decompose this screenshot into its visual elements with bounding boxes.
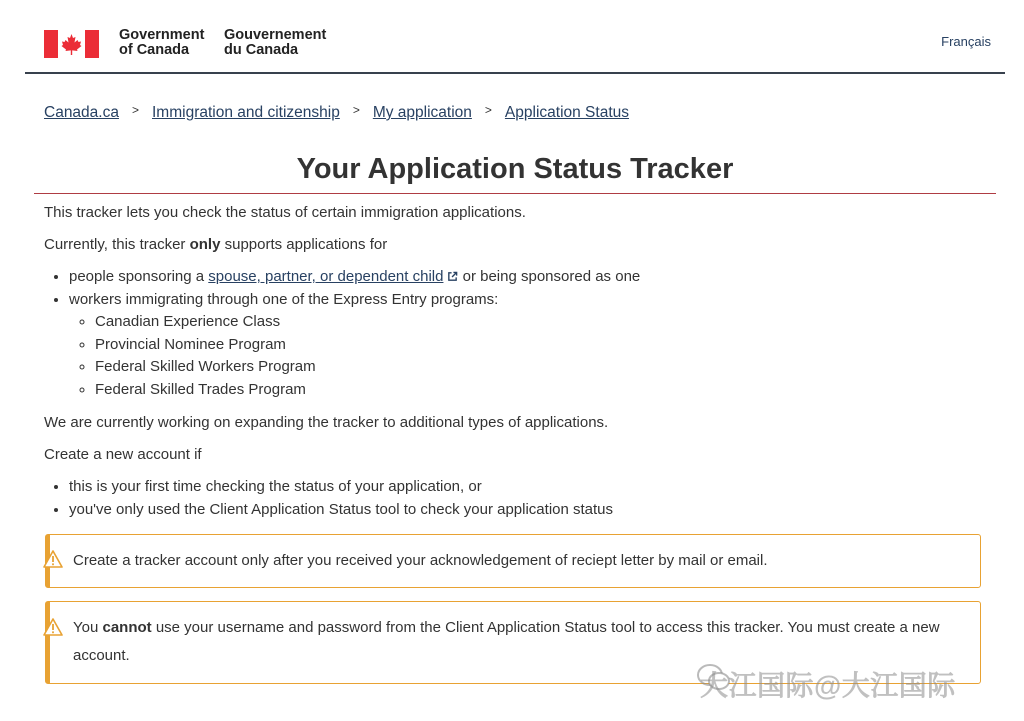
- supported-applications-list: [44, 266, 640, 401]
- list-item: • this is your first time checking the status of your application, or: [69, 476, 613, 499]
- expanding-notice-text: We are currently working on expanding the tracker to additional types of applications.: [44, 414, 609, 431]
- alert-text: Create a tracker account only after you received your acknowledgement of reciept letter by mail or email.: [73, 552, 768, 569]
- list-item: • people sponsoring a spouse, partner, or dependent child or being sponsored as one: [69, 266, 640, 289]
- list-item: ◦ Canadian Experience Class: [95, 311, 640, 334]
- breadcrumb-canada-link[interactable]: Canada.ca: [44, 104, 119, 121]
- breadcrumb-my-application-link[interactable]: My application: [372, 104, 472, 121]
- language-toggle-link[interactable]: Français: [941, 34, 991, 49]
- government-signature-fr: Gouvernement du Canada: [224, 27, 327, 58]
- warning-icon: [43, 618, 63, 636]
- list-item: • workers immigrating through one of the Express Entry programs: ◦ Canadian Experience Class ◦ Provincial Nominee Program ◦ Federal Skilled Workers Program ◦ Federal Skilled Trades Program: [69, 289, 640, 402]
- site-header: [0, 0, 1024, 74]
- breadcrumb-separator: >: [484, 103, 492, 117]
- canada-flag-icon: [44, 30, 99, 58]
- create-account-heading: Create a new account if: [44, 446, 202, 463]
- express-entry-programs-list: [69, 311, 640, 401]
- header-divider: [25, 72, 1005, 74]
- government-signature-en: Government of Canada: [119, 27, 205, 58]
- intro-text: This tracker lets you check the status of certain immigration applications.: [44, 204, 526, 221]
- breadcrumb-application-status-link[interactable]: Application Status: [504, 104, 629, 121]
- breadcrumb-separator: >: [131, 103, 139, 117]
- spouse-partner-child-link[interactable]: spouse, partner, or dependent child: [208, 268, 444, 285]
- breadcrumb: [44, 104, 629, 122]
- external-link-icon: [447, 271, 458, 282]
- create-account-conditions-list: [44, 476, 613, 521]
- warning-icon: [43, 550, 63, 568]
- page-title: Your Application Status Tracker: [296, 153, 734, 185]
- watermark-text: 大江国际@大江国际: [700, 670, 956, 701]
- alert-text: You cannot use your username and password from the Client Application Status tool to access this tracker. You must create a new account.: [73, 619, 940, 664]
- title-divider: [34, 193, 996, 194]
- list-item: ◦ Federal Skilled Workers Program: [95, 356, 640, 379]
- list-item: • you've only used the Client Application Status tool to check your application status: [69, 499, 613, 522]
- supported-applications-text: Currently, this tracker only supports applications for: [44, 236, 388, 253]
- warning-alert-acknowledgement: [45, 534, 981, 588]
- breadcrumb-separator: >: [352, 103, 360, 117]
- list-item: ◦ Federal Skilled Trades Program: [95, 379, 640, 402]
- breadcrumb-immigration-link[interactable]: Immigration and citizenship: [152, 104, 340, 121]
- list-item: ◦ Provincial Nominee Program: [95, 334, 640, 357]
